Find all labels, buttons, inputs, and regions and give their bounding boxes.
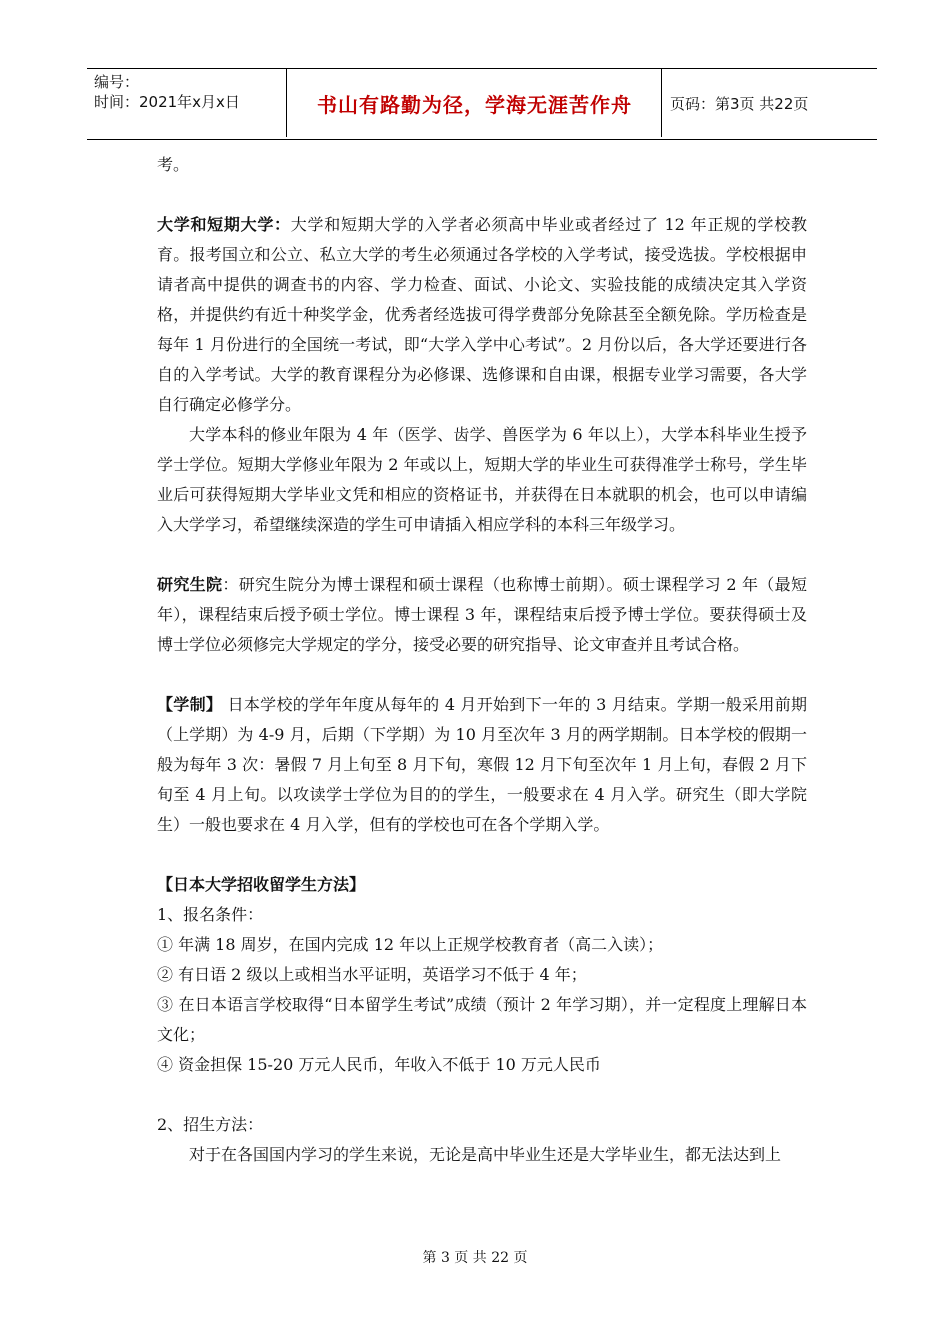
list-item: ④ 资金担保 15-20 万元人民币，年收入不低于 10 万元人民币 <box>157 1055 601 1074</box>
section-body-university: 大学和短期大学的入学者必须高中毕业或者经过了 12 年正规的学校教育。报考国立和公立、私立大学的考生必须通过各学校的入学考试，接受选拔。学校根据申请者高中提供的调查书的内容、学力检查、面试、小论文、实验技能的成绩决定其入学资格，并提供约有近十种奖学金，优秀者经选拔可得学费部分免除甚至全额免除。学历检查是每年 1 月份进行的全国统一考试，即“大学入学中心考试”。2 月份以后，各大学还要进行各自的入学考试。大学的教育课程分为必修课、选修课和自由课，根据专业学习需要，各大学自行确定必修学分。 <box>157 215 807 414</box>
paragraph-graduate-school <box>157 570 807 660</box>
list-item: ② 有日语 2 级以上或相当水平证明，英语学习不低于 4 年； <box>157 965 587 984</box>
header-motto: 书山有路勤为径，学海无涯苦作舟 <box>317 92 632 117</box>
paragraph-degree-duration: 大学本科的修业年限为 4 年（医学、齿学、兽医学为 6 年以上），大学本科毕业生授予学士学位。短期大学修业年限为 2 年或以上，短期大学的毕业生可获得准学士称号，学生毕业后可获得短期大学毕业文凭和相应的资格证书，并获得在日本就职的机会，也可以申请编入大学学习，希望继续深造的学生可申请插入相应学科的本科三年级学习。 <box>157 425 807 534</box>
doc-number-label: 编号： <box>94 73 140 91</box>
list-item: ① 年满 18 周岁，在国内完成 12 年以上正规学校教育者（高二入读）； <box>157 935 664 954</box>
header-meta <box>87 69 287 137</box>
page-header <box>87 68 877 140</box>
list-heading-methods: 2、招生方法： <box>157 1115 264 1134</box>
paragraph-university <box>157 210 807 420</box>
paragraph-continuation: 考。 <box>157 155 190 174</box>
page-footer: 第 3 页 共 22 页 <box>422 1250 528 1266</box>
section-title-school-system: 【学制】 <box>157 695 223 714</box>
doc-time-label: 时间：2021年x月x日 <box>94 93 240 111</box>
paragraph-methods: 对于在各国国内学习的学生来说，无论是高中毕业生还是大学毕业生，都无法达到上 <box>189 1145 782 1164</box>
section-title-graduate: 研究生院 <box>157 575 223 594</box>
header-motto-cell <box>288 69 662 137</box>
document-body <box>157 150 807 1170</box>
section-body-graduate: ：研究生院分为博士课程和硕士课程（也称博士前期）。硕士课程学习 2 年（最短年），课程结束后授予硕士学位。博士课程 3 年，课程结束后授予博士学位。要获得硕士及博士学位必须修完大学规定的学分，接受必要的研究指导、论文审查并且考试合格。 <box>157 575 807 654</box>
paragraph-school-system <box>157 690 807 840</box>
header-page-info: 页码：第3页 共22页 <box>670 94 809 113</box>
section-title-admission: 【日本大学招收留学生方法】 <box>157 875 366 894</box>
list-heading-requirements: 1、报名条件： <box>157 905 264 924</box>
section-body-school-system: 日本学校的学年年度从每年的 4 月开始到下一年的 3 月结束。学期一般采用前期（上学期）为 4-9 月，后期（下学期）为 10 月至次年 3 月的两学期制。日本学校的假期一般为每年 3 次：暑假 7 月上旬至 8 月下旬，寒假 12 月下旬至次年 1 月上旬，春假 2 月下旬至 4 月上旬。以攻读学士学位为目的的学生，一般要求在 4 月入学。研究生（即大学院生）一般也要求在 4 月入学，但有的学校也可在各个学期入学。 <box>157 695 807 834</box>
section-title-university: 大学和短期大学： <box>157 215 291 234</box>
list-item: ③ 在日本语言学校取得“日本留学生考试”成绩（预计 2 年学习期），并一定程度上理解日本文化； <box>157 995 807 1044</box>
